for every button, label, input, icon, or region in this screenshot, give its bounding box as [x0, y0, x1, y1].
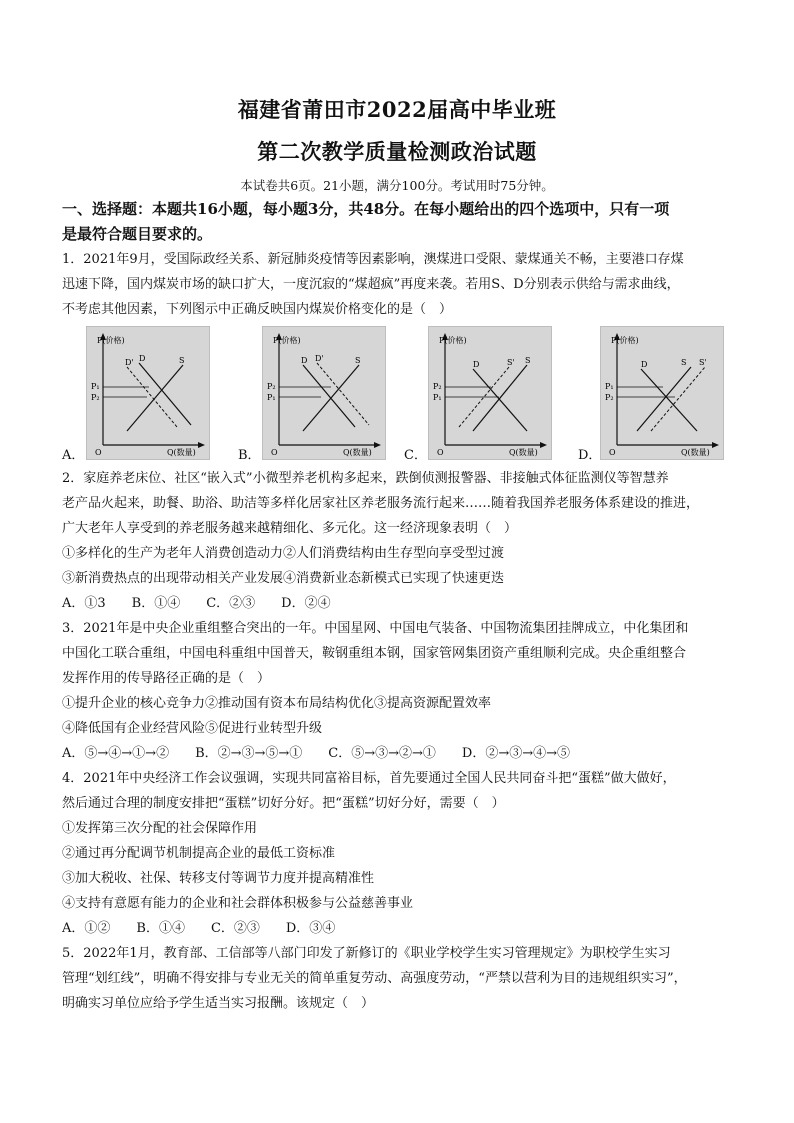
curve-label-c: S' [699, 358, 707, 367]
curve-label-a: D' [125, 358, 134, 367]
curve-label-b: S' [507, 358, 515, 367]
x-axis-label: Q(数量) [681, 448, 710, 457]
q3-choices: A．⑤→④→①→② B．②→③→⑤→① C．⑤→③→②→① D．②→③→④→⑤ [62, 746, 571, 761]
q2-line2: 老产品火起来，助餐、助浴、助洁等多样化居家社区养老服务流行起来……随着我国养老服务体系建设的推进， [62, 496, 700, 511]
y-axis-label: P(价格) [97, 336, 125, 345]
q4-option4: ④支持有意愿有能力的企业和社会群体积极参与公益慈善事业 [62, 896, 414, 911]
q1-line3: 不考虑其他因素，下列图示中正确反映国内煤炭价格变化的是（ ） [62, 302, 453, 317]
origin-label: O [437, 448, 444, 457]
curve-s [637, 367, 691, 431]
x-axis-label: Q(数量) [343, 448, 372, 457]
q1-line2: 迅速下降，国内煤炭市场的缺口扩大，一度沉寂的“煤超疯”再度来袭。若用S、D分别表示供给与需求曲线， [62, 277, 680, 292]
curve-label-b: D' [315, 354, 324, 363]
x-axis-label: Q(数量) [509, 448, 538, 457]
exam-title-line2: 第二次教学质量检测政治试题 [257, 139, 537, 164]
curve-label-a: D [473, 360, 480, 369]
q4-line2: 然后通过合理的制度安排把“蛋糕”切好分好。把“蛋糕”切好分好，需要（ ） [62, 796, 505, 811]
q2-option-line2: ③新消费热点的出现带动相关产业发展④消费新业态新模式已实现了快速更迭 [62, 571, 505, 586]
curve-d [139, 363, 191, 425]
x-axis-arrow [198, 442, 205, 448]
q1-graph-d [600, 326, 724, 460]
curve-label-b: S [681, 358, 687, 367]
x-axis-arrow [374, 442, 381, 448]
curve-label-c: S [355, 356, 361, 365]
price-label-top: P₂ [433, 382, 442, 391]
x-axis-arrow [712, 442, 719, 448]
price-label-bottom: P₁ [267, 393, 276, 402]
q2-line1: 2．家庭养老床位、社区“嵌入式”小微型养老机构多起来，跌倒侦测报警器、非接触式体征监测仪等智慧养 [62, 471, 669, 486]
q4-choices: A．①② B．①④ C．②③ D．③④ [62, 921, 336, 936]
q4-line1: 4．2021年中央经济工作会议强调，实现共同富裕目标，首先要通过全国人民共同奋斗把“蛋糕”做大做好， [62, 771, 676, 786]
y-axis-label: P(价格) [439, 336, 467, 345]
q1-option-b-label: B． [238, 448, 261, 463]
q3-option-line2: ④降低国有企业经营风险⑤促进行业转型升级 [62, 721, 323, 736]
curve-label-a: D [301, 356, 308, 365]
q2-line3: 广大老年人享受到的养老服务越来越精细化、多元化。这一经济现象表明（ ） [62, 521, 518, 536]
y-axis-label: P(价格) [273, 336, 301, 345]
curve-label-c: S [525, 356, 531, 365]
curve-d-prime [317, 363, 369, 425]
q3-option-line1: ①提升企业的核心竞争力②推动国有资本布局结构优化③提高资源配置效率 [62, 696, 492, 711]
price-label-top: P₁ [91, 382, 100, 391]
section-heading-line1: 一、选择题：本题共16小题，每小题3分，共48分。在每小题给出的四个选项中，只有一项 [62, 200, 670, 218]
section-heading-line2: 是最符合题目要求的。 [62, 225, 213, 243]
curve-d [303, 365, 355, 427]
curve-s [127, 365, 183, 431]
q3-line1: 3．2021年是中央企业重组整合突出的一年。中国星网、中国电气装备、中国物流集团挂牌成立，中化集团和 [62, 621, 689, 636]
exam-title-line1: 福建省莆田市2022届高中毕业班 [237, 97, 557, 122]
q5-line3: 明确实习单位应给予学生适当实习报酬。该规定（ ） [62, 996, 375, 1011]
price-label-top: P₁ [605, 382, 614, 391]
q4-option2: ②通过再分配调节机制提高企业的最低工资标准 [62, 846, 336, 861]
q2-option-line1: ①多样化的生产为老年人消费创造动力②人们消费结构由生存型向享受型过渡 [62, 546, 505, 561]
y-axis-label: P(价格) [611, 336, 639, 345]
q1-graph-b [262, 326, 386, 460]
exam-info: 本试卷共6页。21小题，满分100分。考试用时75分钟。 [240, 178, 554, 193]
q4-option1: ①发挥第三次分配的社会保障作用 [62, 821, 258, 836]
q1-option-d-label: D． [578, 448, 602, 463]
q5-line2: 管理“划红线”，明确不得安排与专业无关的简单重复劳动、高强度劳动，“严禁以营利为目的违规组织实习”， [62, 971, 687, 986]
price-label-bottom: P₂ [91, 393, 100, 402]
x-axis-arrow [540, 442, 547, 448]
q4-option3: ③加大税收、社保、转移支付等调节力度并提高精准性 [62, 871, 375, 886]
origin-label: O [95, 448, 102, 457]
curve-label-c: S [179, 356, 185, 365]
q1-graph-c [428, 326, 552, 460]
q1-option-c-label: C． [404, 448, 427, 463]
q1-option-a-label: A． [62, 448, 85, 463]
curve-label-a: D [641, 360, 648, 369]
curve-label-b: D [139, 354, 146, 363]
origin-label: O [609, 448, 616, 457]
q5-line1: 5．2022年1月，教育部、工信部等八部门印发了新修订的《职业学校学生实习管理规定》为职校学生实习 [62, 946, 671, 961]
origin-label: O [271, 448, 278, 457]
q1-line1: 1．2021年9月，受国际政经关系、新冠肺炎疫情等因素影响，澳煤进口受限、蒙煤通关不畅，主要港口存煤 [62, 252, 684, 267]
q2-choices: A．①3 B．①④ C．②③ D．②④ [62, 596, 331, 611]
price-label-top: P₂ [267, 382, 276, 391]
q3-line3: 发挥作用的传导路径正确的是（ ） [62, 671, 271, 686]
q1-graph-a [86, 326, 210, 460]
curve-s-prime [651, 367, 705, 431]
x-axis-label: Q(数量) [167, 448, 196, 457]
price-label-bottom: P₁ [433, 393, 442, 402]
curve-d [641, 369, 697, 431]
q3-line2: 中国化工联合重组，中国电科重组中国普天，鞍钢重组本钢，国家管网集团资产重组顺利完成。央企重组整合 [62, 646, 687, 661]
price-label-bottom: P₂ [605, 393, 614, 402]
